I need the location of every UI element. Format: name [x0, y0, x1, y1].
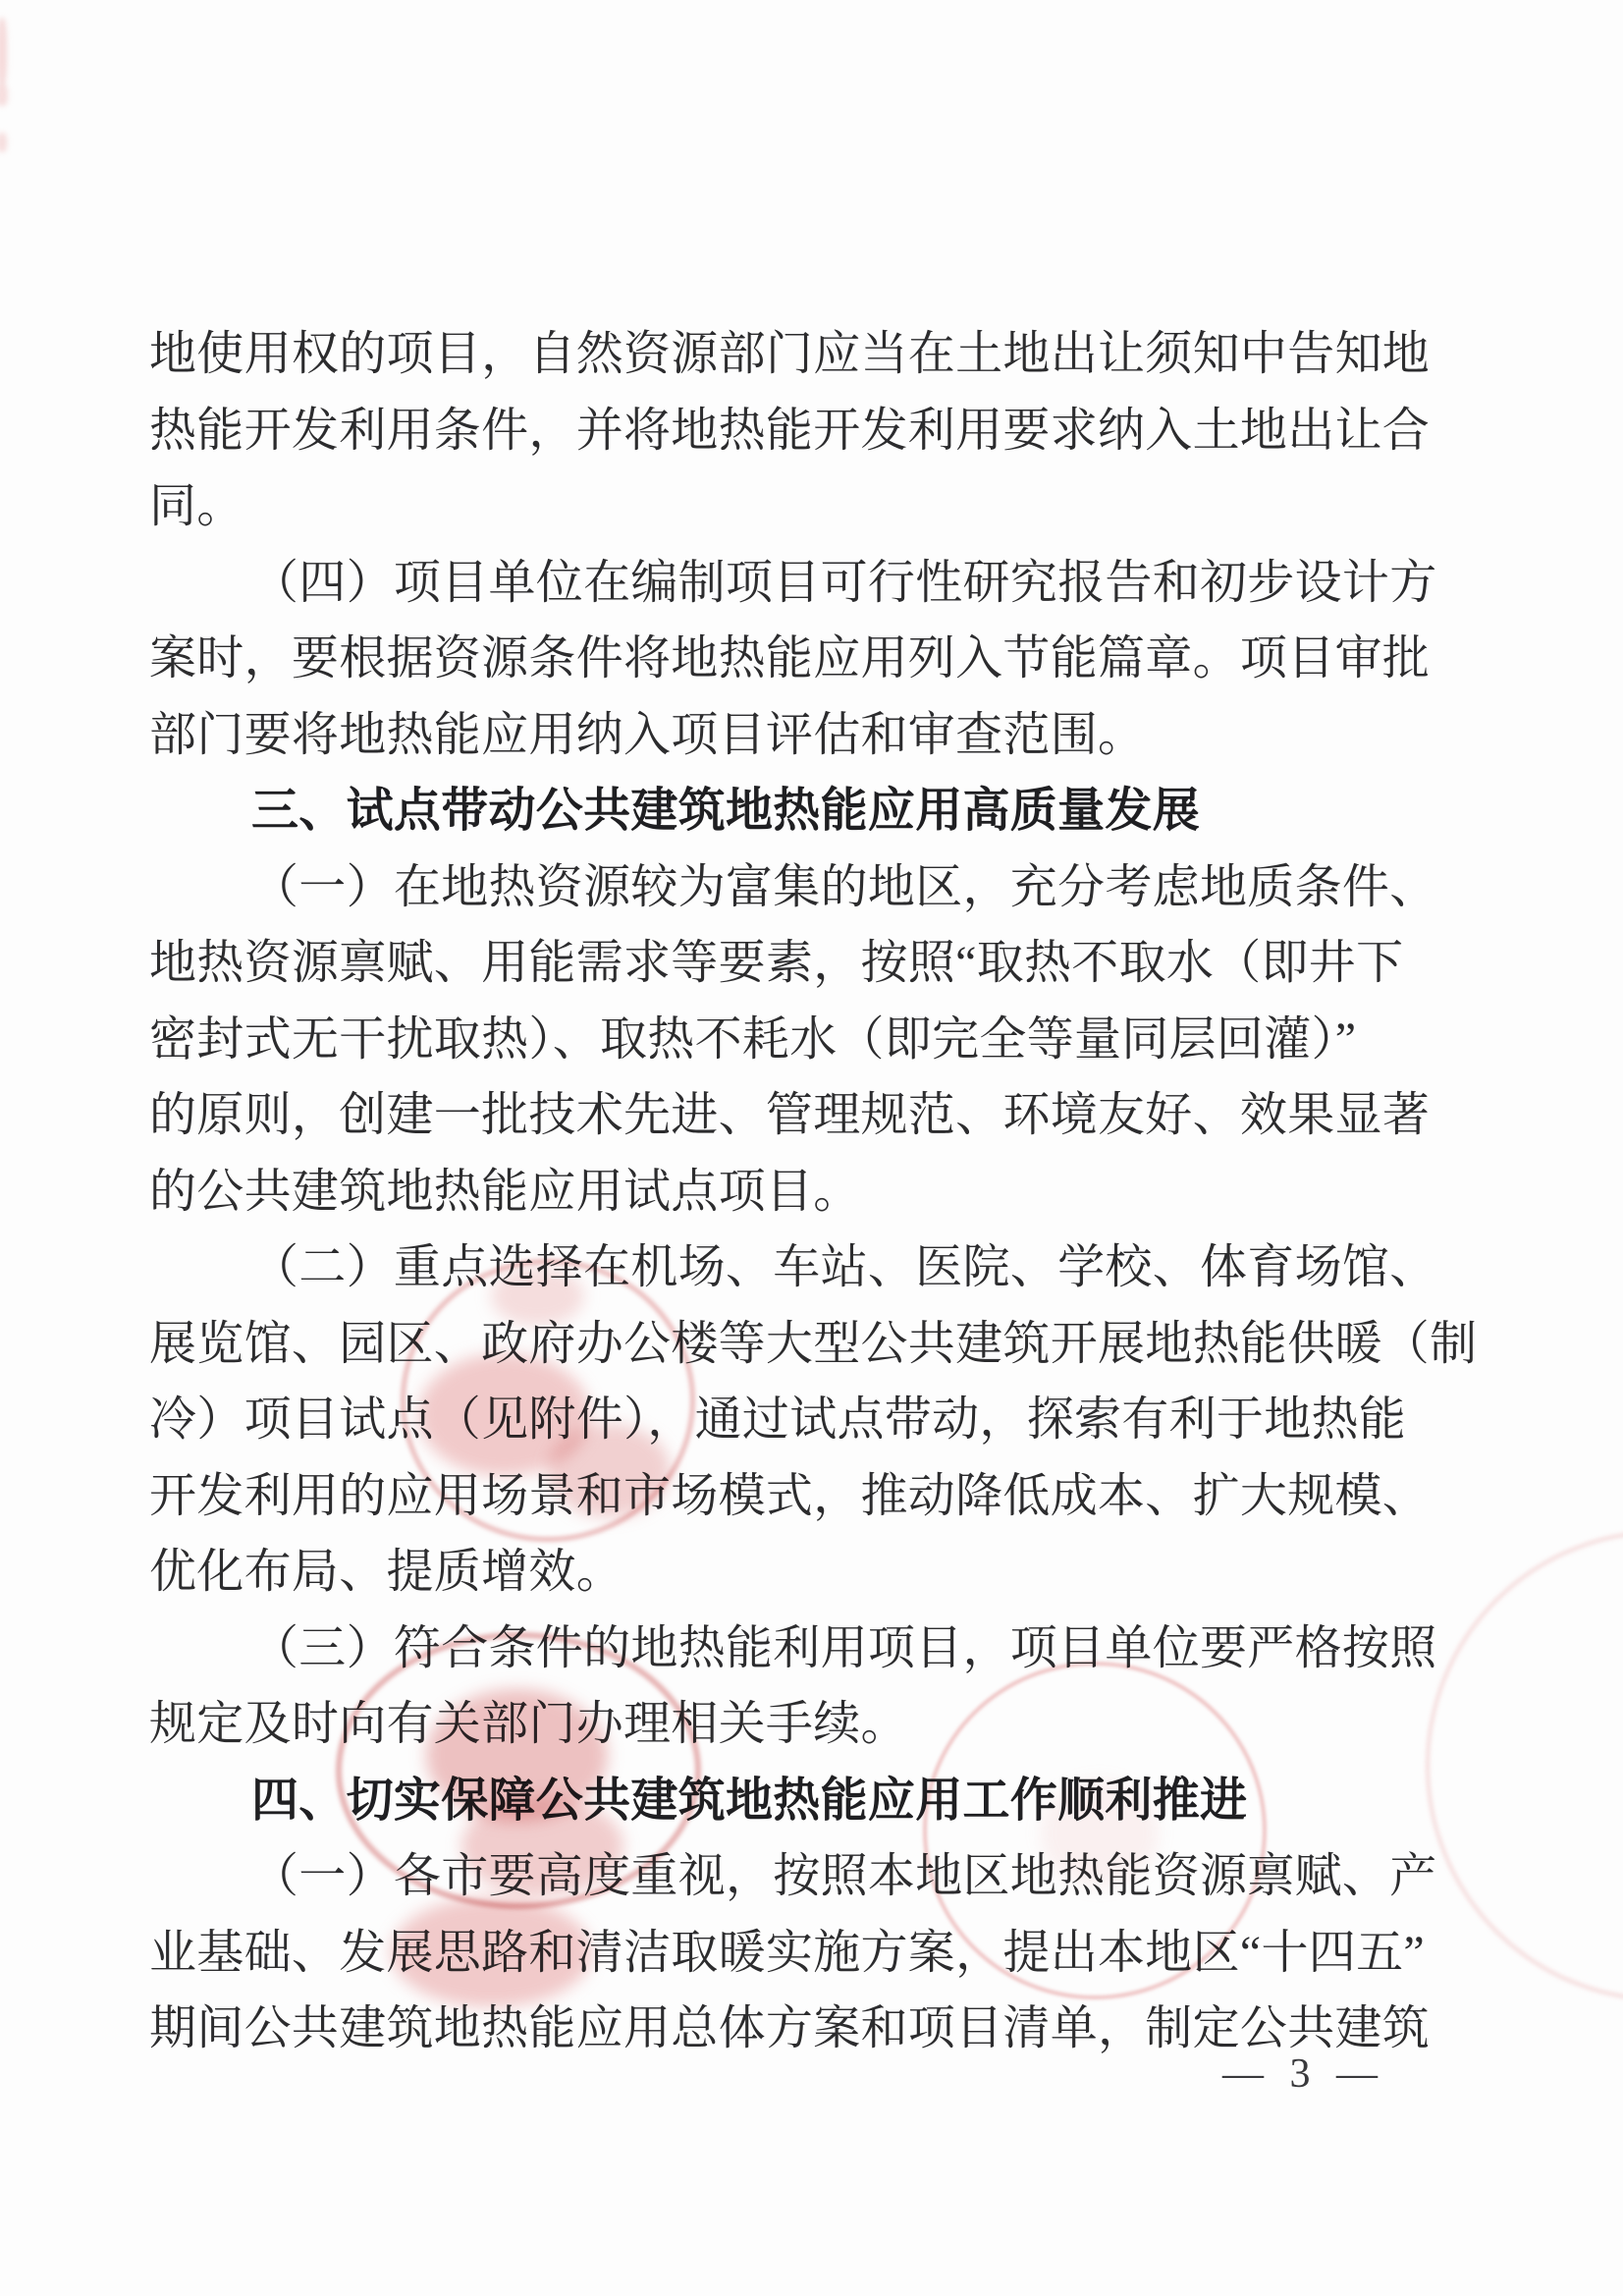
- text-line: 部门要将地热能应用纳入项目评估和审查范围。: [149, 708, 1146, 761]
- text-line: 的公共建筑地热能应用试点项目。: [149, 1165, 861, 1218]
- text-line: 案时，要根据资源条件将地热能应用列入节能篇章。项目审批: [149, 632, 1431, 684]
- text-line: 的原则，创建一批技术先进、管理规范、环境友好、效果显著: [149, 1089, 1431, 1141]
- section-heading: 三、试点带动公共建筑地热能应用高质量发展: [251, 785, 1201, 837]
- text-line: 冷）项目试点（见附件），通过试点带动，探索有利于地热能: [149, 1394, 1407, 1446]
- text-line: （二）重点选择在机场、车站、医院、学校、体育场馆、: [251, 1241, 1437, 1293]
- text-line: （一）各市要高度重视，按照本地区地热能资源禀赋、产: [251, 1850, 1437, 1902]
- text-line: 地使用权的项目，自然资源部门应当在土地出让须知中告知地: [149, 328, 1431, 380]
- text-line: 密封式无干扰取热）、取热不耗水（即完全等量同层回灌）”: [149, 1012, 1357, 1066]
- text-line: 规定及时向有关部门办理相关手续。: [149, 1698, 908, 1750]
- text-line: 热能开发利用条件，并将地热能开发利用要求纳入土地出让合: [149, 404, 1431, 457]
- text-line: 业基础、发展思路和清洁取暖实施方案，提出本地区“十四五”: [149, 1926, 1426, 1979]
- text-line: （一）在地热资源较为富集的地区，充分考虑地质条件、: [251, 860, 1437, 913]
- text-line: 开发利用的应用场景和市场模式，推动降低成本、扩大规模、: [149, 1469, 1431, 1522]
- scan-smudge: [0, 84, 8, 106]
- text-line: 同。: [149, 480, 244, 532]
- text-line: 期间公共建筑地热能应用总体方案和项目清单，制定公共建筑: [149, 2002, 1431, 2054]
- document-text: [149, 316, 1499, 2067]
- text-line: （三）符合条件的地热能利用项目，项目单位要严格按照: [251, 1621, 1437, 1674]
- text-line: 展览馆、园区、政府办公楼等大型公共建筑开展地热能供暖（制: [149, 1317, 1478, 1370]
- text-line: 优化布局、提质增效。: [149, 1546, 624, 1598]
- scan-smudge: [0, 18, 7, 86]
- page-number: — 3 —: [1222, 2051, 1385, 2097]
- section-heading: 四、切实保障公共建筑地热能应用工作顺利推进: [251, 1774, 1248, 1827]
- text-line: （四）项目单位在编制项目可行性研究报告和初步设计方: [251, 556, 1437, 609]
- text-line: 地热资源禀赋、用能需求等要素，按照“取热不取水（即井下: [149, 937, 1404, 989]
- scan-smudge: [0, 133, 7, 152]
